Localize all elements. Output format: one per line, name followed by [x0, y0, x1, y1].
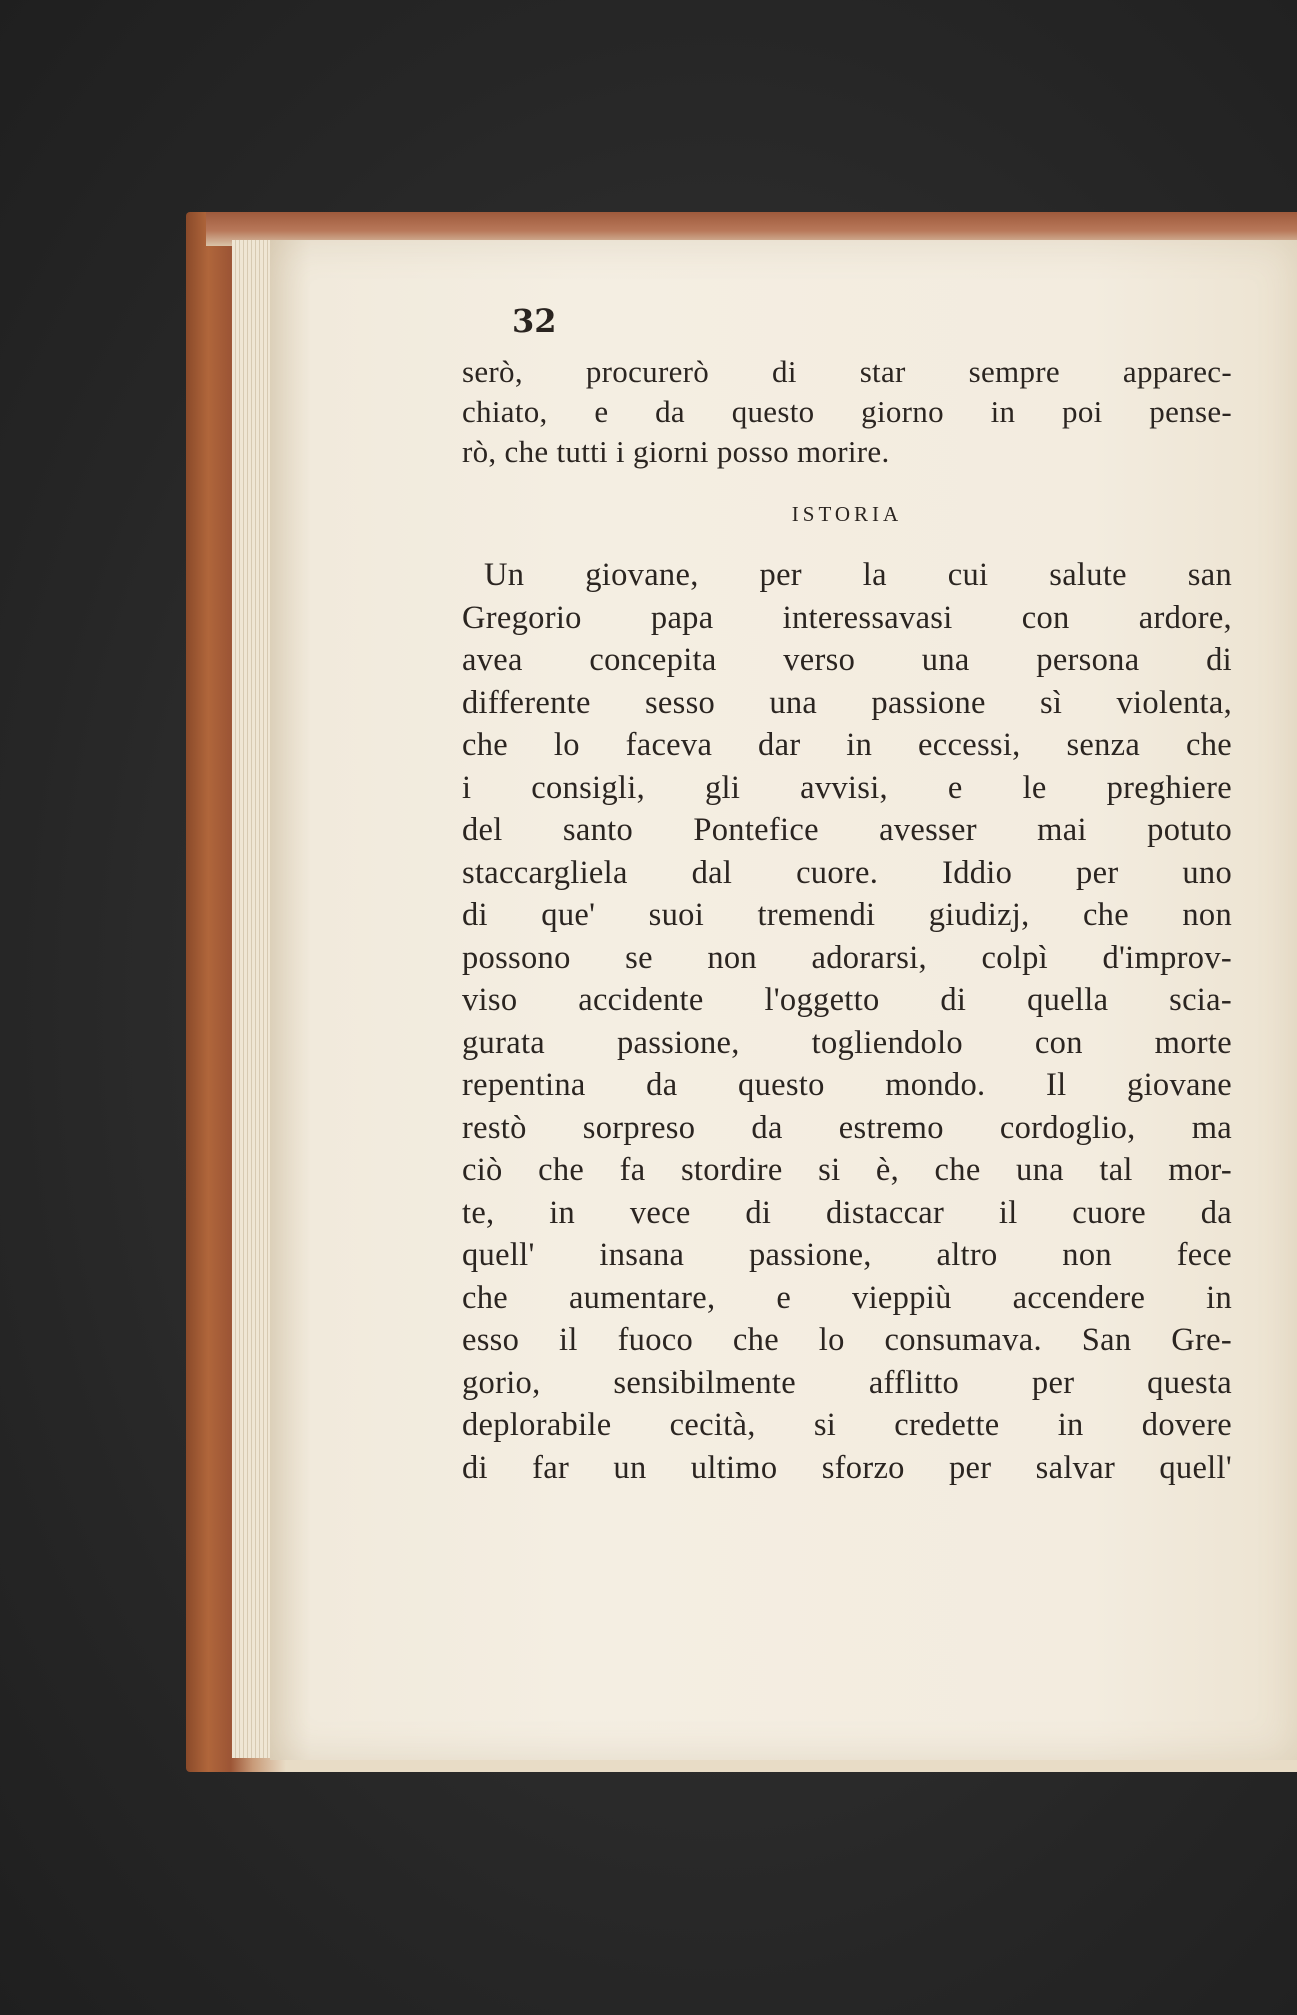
page-text: [462, 352, 1232, 1489]
text-line: i consigli, gli avvisi, e le preghiere: [462, 769, 1232, 806]
text-line: quell' insana passione, altro non fece: [462, 1237, 1232, 1273]
text-line: gorio, sensibilmente afflitto per questa: [462, 1364, 1232, 1401]
page-number: 32: [512, 302, 557, 340]
text-line: gurata passione, togliendolo con morte: [462, 1024, 1232, 1061]
text-line: ciò che fa stordire si è, che una tal mor-: [462, 1152, 1232, 1188]
section-heading: ISTORIA: [791, 502, 903, 526]
text-line: che lo faceva dar in eccessi, senza che: [462, 727, 1232, 763]
text-line: repentina da questo mondo. Il giovane: [462, 1067, 1232, 1103]
text-line: avea concepita verso una persona di: [462, 642, 1232, 678]
text-line: deplorabile cecità, si credette in dovere: [462, 1407, 1232, 1443]
text-line: viso accidente l'oggetto di quella scia-: [462, 982, 1232, 1018]
text-line: chiato, e da questo giorno in poi pense-: [462, 394, 1232, 429]
text-line: te, in vece di distaccar il cuore da: [462, 1194, 1232, 1231]
text-line: differente sesso una passione sì violenta,: [462, 684, 1232, 721]
page-edges: [232, 240, 270, 1758]
text-line: esso il fuoco che lo consumava. San Gre-: [462, 1322, 1232, 1358]
text-line: possono se non adorarsi, colpì d'improv-: [462, 939, 1232, 976]
text-line: staccargliela dal cuore. Iddio per uno: [462, 854, 1232, 891]
text-line: che aumentare, e vieppiù accendere in: [462, 1279, 1232, 1316]
text-line: Gregorio papa interessavasi con ardore,: [462, 599, 1232, 636]
text-line: di que' suoi tremendi giudizj, che non: [462, 897, 1232, 933]
text-line: serò, procurerò di star sempre apparec-: [462, 354, 1232, 389]
text-line: del santo Pontefice avesser mai potuto: [462, 812, 1232, 848]
text-line: restò sorpreso da estremo cordoglio, ma: [462, 1109, 1232, 1146]
text-line: rò, che tutti i giorni posso morire.: [462, 434, 890, 469]
text-line: di far un ultimo sforzo per salvar quell': [462, 1449, 1232, 1486]
story-text: [462, 554, 1232, 1489]
text-line: Un giovane, per la cui salute san: [484, 557, 1232, 593]
